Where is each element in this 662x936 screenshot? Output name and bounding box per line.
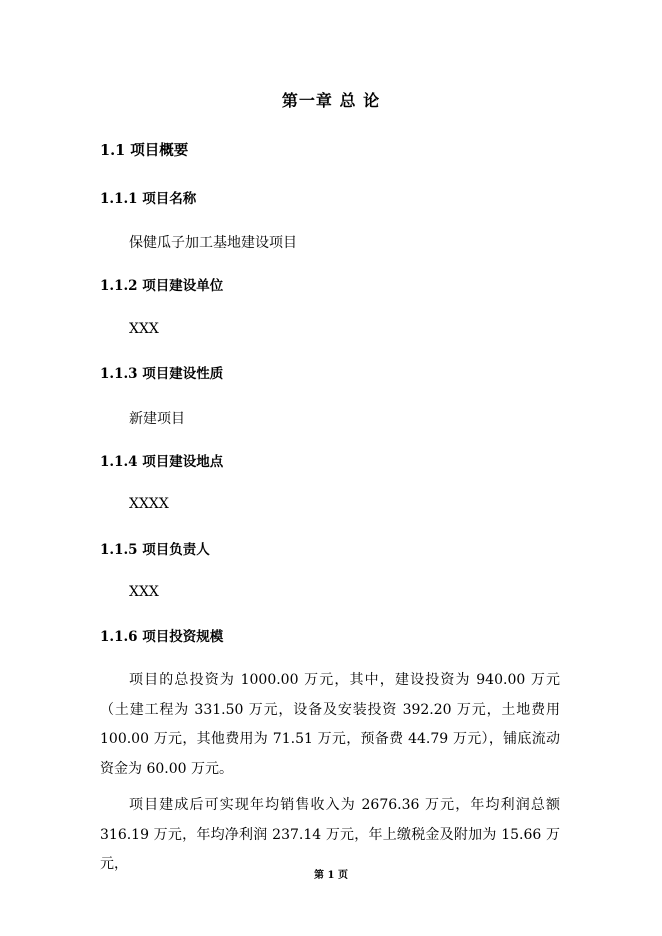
value-project-name: 保健瓜子加工基地建设项目 xyxy=(129,235,297,251)
heading-construction-location: 1.1.4 项目建设地点 xyxy=(100,454,224,470)
value-construction-location: XXXX xyxy=(129,496,169,512)
chapter-title: 第一章 总 论 xyxy=(281,91,381,110)
paragraph-revenue: 项目建成后可实现年均销售收入为 2676.36 万元，年均利润总额 316.19 万元，年均净利润 237.14 万元，年上缴税金及附加为 15.66 万元， xyxy=(100,797,560,872)
value-construction-unit: XXX xyxy=(129,321,159,337)
heading-project-name: 1.1.1 项目名称 xyxy=(100,191,197,207)
value-project-leader: XXX xyxy=(129,584,159,600)
paragraph-investment: 项目的总投资为 1000.00 万元，其中，建设投资为 940.00 万元（土建工程为 331.50 万元，设备及安装投资 392.20 万元，土地费用 100.00 万元，其他费用为 71.51 万元，预备费 44.79 万元），铺底流动资金为 60.00 万元。 xyxy=(100,672,560,777)
heading-project-leader: 1.1.5 项目负责人 xyxy=(100,542,210,558)
section-heading: 1.1 项目概要 xyxy=(100,142,189,159)
value-construction-nature: 新建项目 xyxy=(129,411,185,427)
heading-investment-scale: 1.1.6 项目投资规模 xyxy=(100,629,224,645)
heading-construction-unit: 1.1.2 项目建设单位 xyxy=(100,278,224,294)
heading-construction-nature: 1.1.3 项目建设性质 xyxy=(100,366,224,382)
page-number: 第 1 页 xyxy=(314,870,348,881)
